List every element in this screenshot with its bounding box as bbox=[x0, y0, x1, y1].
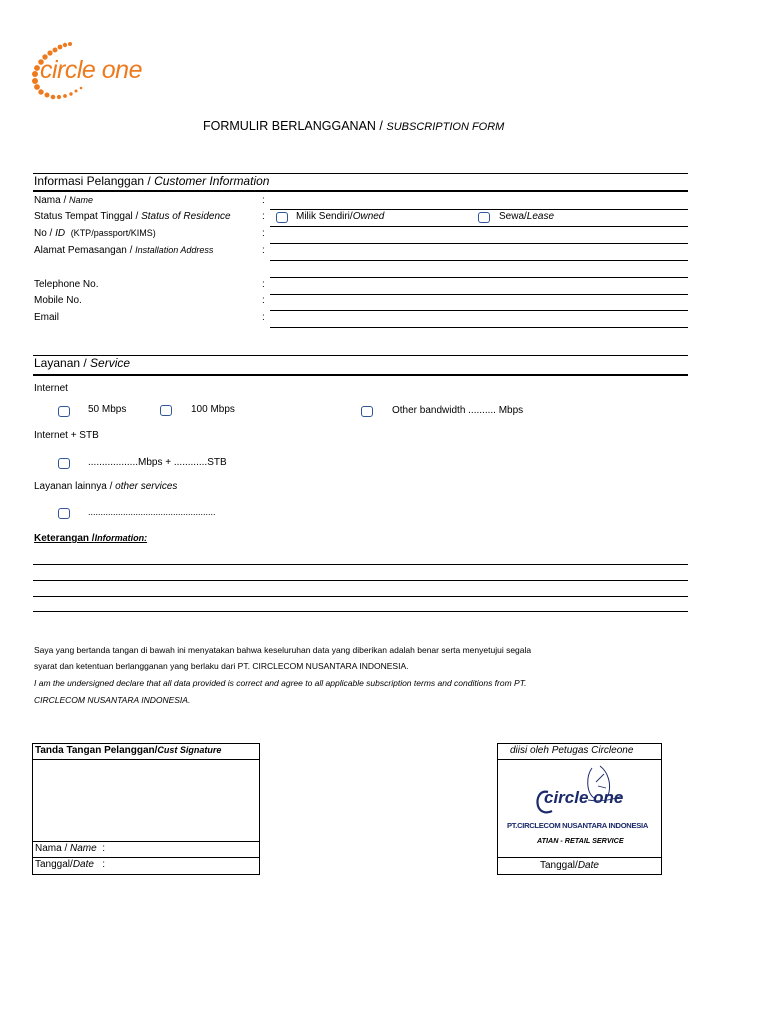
colon: : bbox=[262, 245, 265, 256]
colon: : bbox=[262, 295, 265, 306]
internet-stb-checkbox[interactable] bbox=[58, 458, 70, 469]
stamp-service-text: ATIAN - RETAIL SERVICE bbox=[537, 836, 624, 845]
label-name: Nama / Name bbox=[34, 195, 94, 206]
officer-date-label[interactable]: Tanggal/Date bbox=[540, 860, 599, 871]
box-divider bbox=[32, 841, 260, 842]
box-divider bbox=[497, 759, 662, 760]
option-other-bandwidth-label: Other bandwidth .......... Mbps bbox=[392, 405, 524, 416]
name-input-line[interactable] bbox=[270, 209, 688, 210]
company-stamp bbox=[500, 762, 660, 856]
customer-signature-header: Tanda Tangan Pelanggan/Cust Signature bbox=[35, 745, 222, 756]
label-residence: Status Tempat Tinggal / Status of Residence bbox=[34, 211, 231, 222]
lease-label: Sewa/Lease bbox=[499, 211, 555, 222]
form-title-sub: SUBSCRIPTION FORM bbox=[386, 121, 505, 133]
other-services-label: Layanan lainnya / other services bbox=[34, 481, 178, 492]
notes-line-3[interactable] bbox=[33, 596, 688, 597]
idno-input-line[interactable] bbox=[270, 243, 688, 244]
notes-line-4[interactable] bbox=[33, 611, 688, 612]
label-email: Email bbox=[34, 312, 60, 323]
box-divider bbox=[32, 857, 260, 858]
company-logo bbox=[26, 38, 176, 102]
residence-input-line bbox=[270, 226, 688, 227]
label-idno: No / ID (KTP/passport/KIMS) bbox=[34, 228, 156, 239]
owned-label: Milik Sendiri/Owned bbox=[296, 211, 385, 222]
colon: : bbox=[262, 312, 265, 323]
option-50mbps-checkbox[interactable] bbox=[58, 406, 70, 417]
colon: : bbox=[262, 279, 265, 290]
signature-date-label[interactable]: Tanggal/Date : bbox=[35, 859, 106, 870]
colon: : bbox=[262, 228, 265, 239]
telephone-input-line[interactable] bbox=[270, 294, 688, 295]
other-services-checkbox[interactable] bbox=[58, 508, 70, 519]
notes-label: Keterangan /Information: bbox=[34, 533, 148, 544]
form-title-main: FORMULIR BERLANGGANAN / bbox=[203, 119, 387, 133]
declaration-id-line-2: syarat dan ketentuan berlangganan yang berlaku dari PT. CIRCLECOM NUSANTARA INDONESIA. bbox=[34, 661, 409, 671]
other-services-field[interactable]: ................................................... bbox=[88, 507, 216, 517]
option-50mbps-label: 50 Mbps bbox=[88, 404, 127, 415]
option-other-bandwidth-checkbox[interactable] bbox=[361, 406, 373, 417]
notes-line-2[interactable] bbox=[33, 580, 688, 581]
service-section-heading: Layanan / Service bbox=[34, 356, 131, 370]
label-address: Alamat Pemasangan / Installation Address bbox=[34, 245, 214, 256]
option-100mbps-label: 100 Mbps bbox=[191, 404, 235, 415]
section-bottom-rule bbox=[33, 190, 688, 192]
declaration-en-line-1: I am the undersigned declare that all data provided is correct and agree to all applicable subscription terms and conditions from PT. bbox=[34, 678, 527, 688]
officer-box-header: diisi oleh Petugas Circleone bbox=[510, 745, 634, 756]
address-input-line-2[interactable] bbox=[270, 277, 688, 278]
service-bottom-rule bbox=[33, 374, 688, 376]
colon: : bbox=[262, 195, 265, 206]
service-top-rule bbox=[33, 355, 688, 356]
declaration-en-line-2: CIRCLECOM NUSANTARA INDONESIA. bbox=[34, 695, 191, 705]
internet-stb-label: Internet + STB bbox=[34, 430, 99, 441]
signature-area[interactable] bbox=[33, 760, 259, 840]
option-100mbps-checkbox[interactable] bbox=[160, 405, 172, 416]
logo-wordmark: circle one bbox=[40, 56, 142, 84]
lease-checkbox[interactable] bbox=[478, 212, 490, 223]
declaration-id-line-1: Saya yang bertanda tangan di bawah ini menyatakan bahwa keseluruhan data yang diberikan adalah benar serta menyetujui segala bbox=[34, 645, 532, 655]
label-mobile: Mobile No. bbox=[34, 295, 82, 306]
owned-checkbox[interactable] bbox=[276, 212, 288, 223]
form-title bbox=[203, 119, 504, 133]
internet-stb-field[interactable]: ..................Mbps + ............STB bbox=[88, 457, 227, 468]
email-input-line[interactable] bbox=[270, 327, 688, 328]
stamp-logo-text: circle one bbox=[544, 788, 624, 807]
colon: : bbox=[262, 211, 265, 222]
stamp-company-text: PT.CIRCLECOM NUSANTARA INDONESIA bbox=[507, 821, 649, 830]
signature-name-label[interactable]: Nama / Name : bbox=[35, 843, 106, 854]
customer-section-heading: Informasi Pelanggan / Customer Information bbox=[34, 174, 270, 188]
internet-label: Internet bbox=[34, 383, 68, 394]
mobile-input-line[interactable] bbox=[270, 310, 688, 311]
notes-line-1[interactable] bbox=[33, 564, 688, 565]
label-telephone: Telephone No. bbox=[34, 279, 99, 290]
address-input-line-1[interactable] bbox=[270, 260, 688, 261]
box-divider bbox=[497, 857, 662, 858]
